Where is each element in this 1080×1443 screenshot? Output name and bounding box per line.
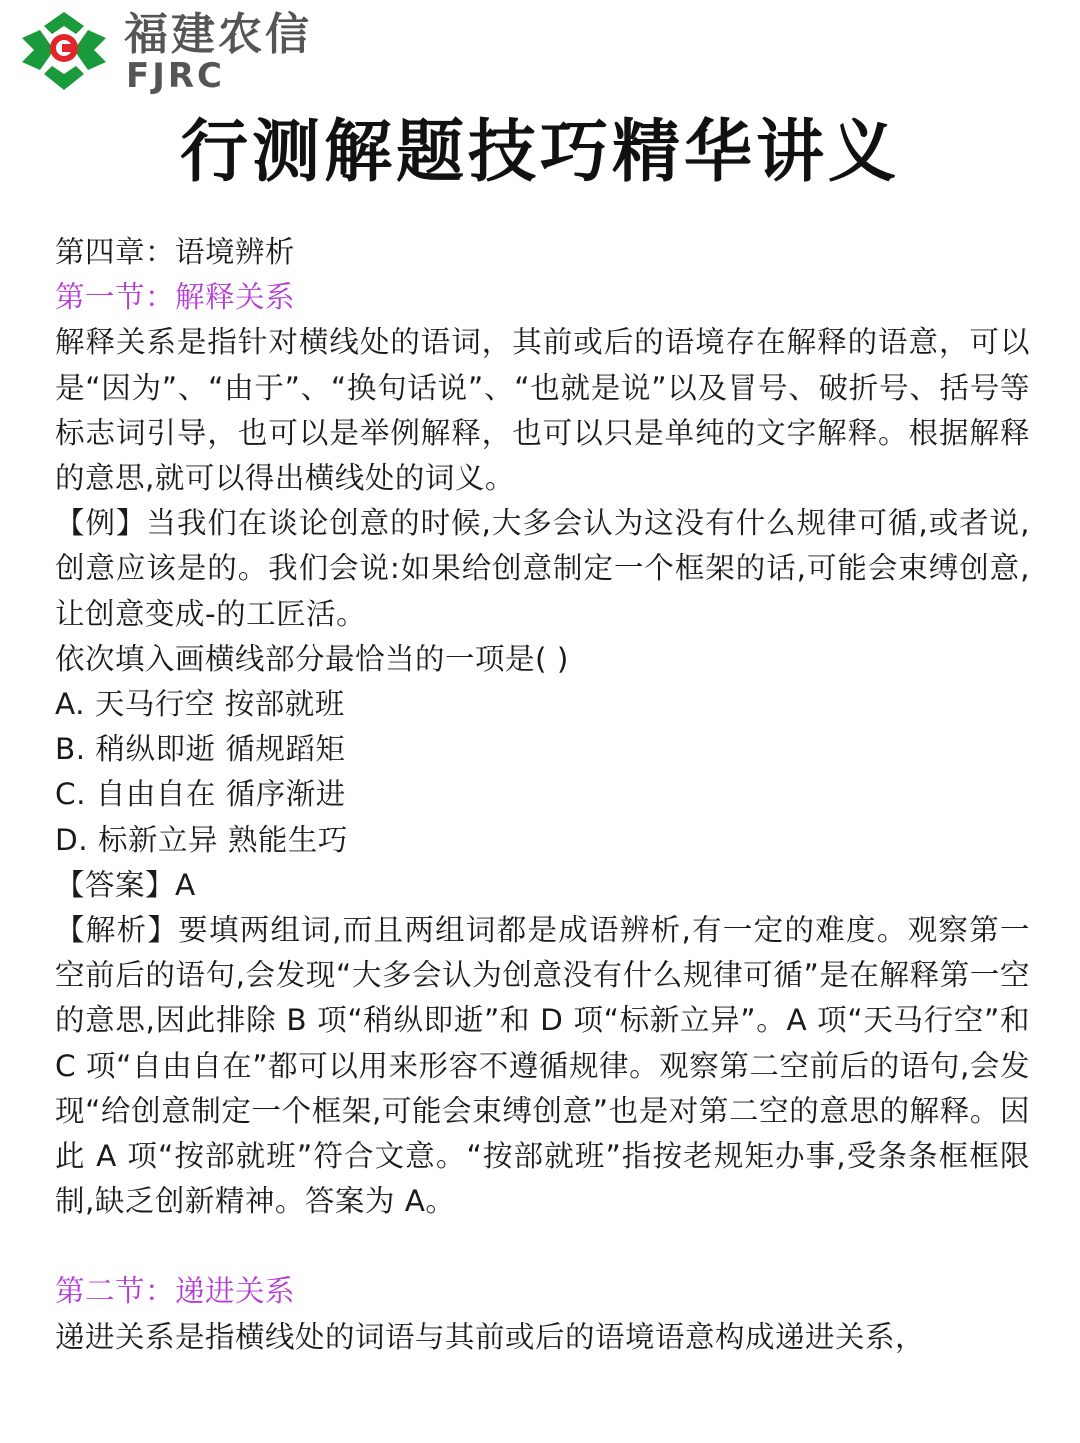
brand-header — [10, 4, 340, 94]
section-spacer — [55, 1224, 1030, 1269]
chapter-heading: 第四章：语境辨析 — [55, 235, 296, 269]
page-title: 行测解题技巧精华讲义 — [179, 113, 900, 192]
section-intro-1: 解释关系是指针对横线处的语词，其前或后的语境存在解释的语意，可以是“因为”、“由于”、“换句话说”、“也就是说”以及冒号、破折号、括号等标志词引导，也可以是举例解释，也可以只是单纯的文字解释。根据解释的意思,就可以得出横线处的词义。 — [55, 325, 1030, 496]
fjrc-logo-icon — [14, 8, 114, 92]
answer-text: 【答案】A — [55, 867, 196, 902]
option-c: C. 自由自在 循序渐进 — [55, 777, 346, 812]
brand-name-en: FJRC — [126, 56, 226, 96]
example-text: 【例】当我们在谈论创意的时候,大多会认为这没有什么规律可循,或者说,创意应该是的。我们会说:如果给创意制定一个框架的话,可能会束缚创意,让创意变成-的工匠活。 — [55, 506, 1030, 631]
option-a: A. 天马行空 按部就班 — [55, 687, 345, 722]
option-b: B. 稍纵即逝 循规蹈矩 — [55, 732, 346, 767]
option-d: D. 标新立异 熟能生巧 — [55, 822, 348, 857]
question-prompt: 依次填入画横线部分最恰当的一项是( ) — [55, 641, 569, 676]
section-heading-1: 第一节：解释关系 — [55, 280, 296, 315]
section-intro-2: 递进关系是指横线处的词语与其前或后的语境语意构成递进关系， — [55, 1319, 926, 1354]
analysis-text: 【解析】要填两组词,而且两组词都是成语辨析,有一定的难度。观察第一空前后的语句,会发现“大多会认为创意没有什么规律可循”是在解释第一空的意思,因此排除 B 项“稍纵即逝”和 D 项“标新立异”。A 项“天马行空”和 C 项“自由自在”都可以用来形容不遵循规律。观察第二空前后的语句,会发现“给创意制定一个框架,可能会束缚创意”也是对第二空的意思的解释。因此 A 项“按部就班”符合文意。“按部就班”指按老规矩办事,受条条框框限制,缺乏创新精神。答案为 A。 — [55, 913, 1030, 1219]
document-body — [55, 230, 1030, 1360]
brand-name-cn: 福建农信 — [124, 9, 312, 60]
section-heading-2: 第二节：递进关系 — [55, 1274, 296, 1309]
